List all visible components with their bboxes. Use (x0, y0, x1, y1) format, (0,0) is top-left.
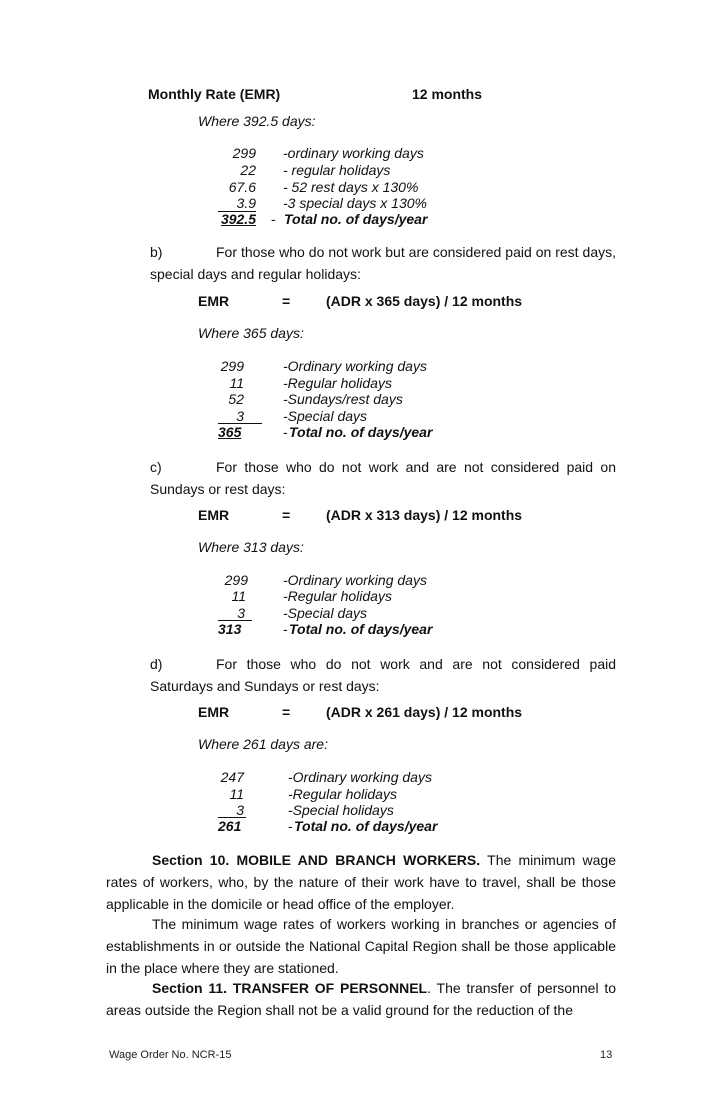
emr-label: Monthly Rate (EMR) (148, 86, 281, 102)
list-desc: -Ordinary working days (288, 769, 432, 785)
list-total-num: 261 (218, 818, 242, 834)
list-desc: -Ordinary working days (283, 358, 427, 374)
list-desc: -Special days (283, 408, 368, 424)
eq-d: = (282, 704, 291, 720)
list-desc: -3 special days x 130% (283, 195, 427, 211)
list-total-dash: - (288, 818, 293, 834)
emr-c: EMR (198, 507, 230, 523)
list-desc: -Regular holidays (283, 375, 392, 391)
list-num: 299 (232, 145, 256, 161)
list-num: 3 (236, 802, 244, 818)
item-label: c) (150, 459, 162, 475)
list-desc: -ordinary working days (283, 145, 424, 161)
paragraph-text: The minimum wage rates of workers working in branches or agencies of establishments in or outside the National Capital Region shall be those applicable in the place where they are stationed. (106, 916, 616, 976)
item-text: For those who do not work but are considered paid on rest days, special days and regular holidays: (150, 244, 616, 282)
where-261: Where 261 days are: (198, 736, 328, 752)
where-313: Where 313 days: (198, 539, 304, 555)
list-num: 299 (220, 358, 244, 374)
list-desc: -Regular holidays (283, 588, 392, 604)
section-text: The minimum wage rates of workers, who, by the nature of their work have to travel, shall be those applicable in the domicile or head office of the employer. (106, 852, 616, 912)
footer-title: Wage Order No. NCR-15 (109, 1049, 232, 1061)
list-total-num: 392.5 (220, 211, 256, 227)
section-heading: Section 11. TRANSFER OF PERSONNEL (152, 980, 428, 996)
where-392: Where 392.5 days: (198, 113, 316, 129)
list-total-num: 365 (218, 424, 242, 440)
list-num: 52 (228, 391, 244, 407)
months-label: 12 months (412, 86, 483, 102)
list-total-desc: Total no. of days/year (284, 211, 428, 227)
item-text: For those who do not work and are not considered paid on Sundays or rest days: (150, 459, 616, 497)
section-text: . The transfer of personnel to areas outside the Region shall not be a valid ground for the reduction of the (106, 980, 616, 1018)
emr-b: EMR (198, 293, 230, 309)
list-num: 11 (229, 786, 244, 802)
emr-d: EMR (198, 704, 230, 720)
item-label: d) (150, 656, 163, 672)
list-num: 247 (220, 769, 244, 785)
formula-d: (ADR x 261 days) / 12 months (326, 704, 523, 720)
where-365: Where 365 days: (198, 325, 304, 341)
eq-b: = (282, 293, 291, 309)
list-num: 11 (229, 375, 244, 391)
list-desc: -Ordinary working days (283, 572, 427, 588)
list-desc: - regular holidays (283, 162, 391, 178)
page-number: 13 (600, 1049, 613, 1061)
section-11 (106, 977, 616, 1021)
formula-c: (ADR x 313 days) / 12 months (326, 507, 523, 523)
list-total-dash: - (283, 424, 288, 440)
section-10 (106, 849, 616, 915)
list-num: 22 (240, 162, 256, 178)
item-c (150, 456, 616, 500)
list-total-dash: - (271, 211, 276, 227)
list-num: 3 (237, 605, 245, 621)
list-total-desc: Total no. of days/year (294, 818, 438, 834)
paragraph-branches (106, 913, 616, 979)
list-num: 11 (231, 588, 246, 604)
list-num: 3.9 (236, 195, 256, 211)
list-desc: - 52 rest days x 130% (283, 179, 419, 195)
list-desc: -Regular holidays (288, 786, 397, 802)
list-desc: -Special days (283, 605, 368, 621)
section-heading: Section 10. MOBILE AND BRANCH WORKERS. (152, 852, 481, 868)
eq-c: = (282, 507, 291, 523)
list-num: 3 (236, 408, 244, 424)
list-total-num: 313 (218, 621, 242, 637)
list-total-desc: Total no. of days/year (289, 621, 433, 637)
item-text: For those who do not work and are not considered paid Saturdays and Sundays or rest days: (150, 656, 616, 694)
item-b (150, 241, 616, 285)
list-total-dash: - (283, 621, 288, 637)
list-num: 299 (224, 572, 248, 588)
item-label: b) (150, 244, 163, 260)
list-desc: -Sundays/rest days (283, 391, 403, 407)
list-total-desc: Total no. of days/year (289, 424, 433, 440)
formula-b: (ADR x 365 days) / 12 months (326, 293, 523, 309)
list-desc: -Special holidays (288, 802, 394, 818)
list-num: 67.6 (228, 179, 256, 195)
item-d (150, 653, 616, 697)
